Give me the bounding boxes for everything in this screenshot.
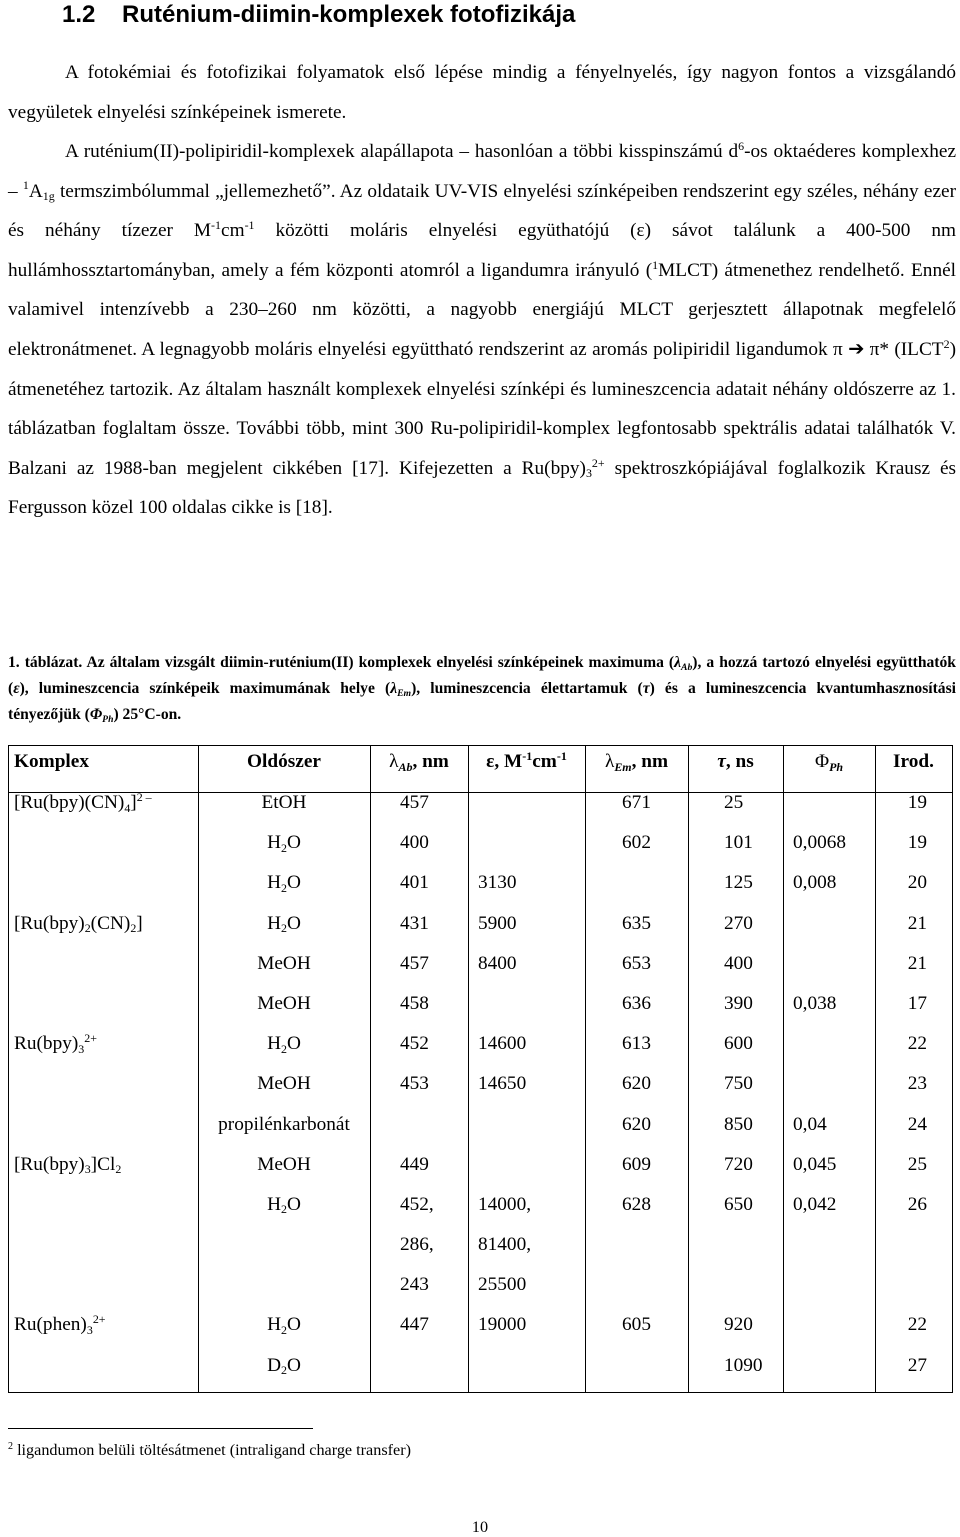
phi-cell [783,1234,875,1274]
header-lambda-em: $\lambda_{Em}$, nm [604,751,669,774]
phi-cell [783,913,875,953]
solvent-cell: $D_2O$ [267,1354,301,1378]
epsilon-cell [468,1114,585,1154]
tau-cell: 25 [724,792,744,813]
solvent-cell: $H_2O$ [267,832,301,855]
ref-cell: 21 [907,952,927,974]
table-row [8,792,952,832]
table-header-row [8,751,952,792]
ref-cell: 23 [907,1073,927,1095]
lambda-ab-cell: 286, [400,1234,434,1256]
table-row [8,913,952,953]
tau-cell: 720 [724,1153,753,1175]
ref-cell: 22 [907,1033,927,1055]
tau-cell: 125 [724,872,753,894]
lambda-ab-cell: 449 [400,1153,429,1175]
solvent-cell [198,1274,370,1314]
complex-name: $Ru(phen)_3^{2+}$ [14,1312,106,1338]
table-caption-label: 1. táblázat. [8,654,83,671]
lambda-ab-cell [370,1355,468,1395]
table-row [8,1114,952,1154]
complex-name: $[Ru(bpy)(CN)_4]^{2 -}$ [14,789,152,815]
header-tau: τ, ns [717,751,754,772]
table-border-right [952,745,953,1393]
tau-cell: 400 [724,952,753,974]
ref-cell: 24 [907,1113,927,1135]
lambda-em-cell [585,1274,688,1314]
table-row [8,832,952,872]
ref-cell [875,1274,952,1314]
lambda-ab-cell: 452 [400,1033,429,1055]
table-row [8,872,952,912]
lambda-ab-cell: 458 [400,992,429,1014]
solvent-cell [198,1234,370,1274]
solvent-cell: EtOH [261,792,307,813]
complex-name: $Ru(bpy)_3^{2+}$ [14,1030,97,1056]
header-oldoszer: Oldószer [247,751,321,772]
ref-cell: 22 [907,1314,927,1336]
lambda-em-cell: 613 [622,1033,651,1055]
lambda-em-cell: 620 [622,1073,651,1095]
intro-paragraph: A fotokémiai és fotofizikai folyamatok első lépése mindig a fényelnyelés, így nagyon fontos a vizsgálandó vegyületek elnyelési színképeinek ismerete. [8,62,956,123]
lambda-ab-cell: 400 [400,832,429,854]
solvent-cell: $H_2O$ [267,1033,301,1056]
phi-cell [783,1314,875,1354]
phi-cell [783,953,875,993]
lambda-em-cell [585,1234,688,1274]
solvent-cell: $H_2O$ [267,872,301,895]
tau-cell: 920 [724,1314,753,1336]
header-lambda-ab: $\lambda_{Ab}$, nm [389,751,449,774]
table-row [8,953,952,993]
ref-cell: 19 [907,832,927,854]
lambda-em-cell: 620 [622,1113,651,1135]
header-phi: $\Phi_{Ph}$ [814,751,844,774]
lambda-em-cell: 671 [622,792,651,813]
table-row [8,1154,952,1194]
lambda-ab-cell: 453 [400,1073,429,1095]
epsilon-cell [468,832,585,872]
table-row [8,1314,952,1354]
header-komplex: Komplex [14,751,89,772]
complex-name [8,993,198,1033]
ref-cell: 20 [907,872,927,894]
section-heading [62,1,575,29]
solvent-cell: $H_2O$ [267,1193,301,1217]
lambda-ab-cell: 401 [400,872,429,894]
data-table [8,748,952,1395]
ref-cell: 17 [907,992,927,1014]
epsilon-cell: 81400, [478,1234,532,1256]
ref-cell [875,1234,952,1274]
phi-cell [783,1274,875,1314]
section-title: Ruténium-diimin-komplexek fotofizikája [122,1,576,28]
section-number: 1.2 [62,1,96,28]
complex-name: $[Ru(bpy)_3]Cl_2$ [14,1153,122,1177]
complex-name [8,1073,198,1113]
footnote: $^2$ ligandumon belüli töltésátmenet (intraligand charge transfer) [8,1440,411,1459]
lambda-em-cell: 653 [622,952,651,974]
ref-cell: 21 [907,912,927,934]
footnote-mark: 2 [8,1440,14,1452]
tau-cell: 270 [724,912,753,934]
lambda-ab-cell: 457 [400,792,429,813]
body-paragraph: A ruténium(II)-polipiridil-komplexek alapállapota – hasonlóan a többi kisspinszámú $d^6-os$ oktaéderes komplexhez – $^1A_{1g}$ termszimbólummal „jellemezhető”. Az oldataik UV-VIS elnyelési színképeiben rendszerint egy széles, néhány ezer és néhány tízezer $M^{-1}cm^{-1}$ közötti moláris elnyelési együthatójú (ε) sávot találunk a 400-500 nm hullámhossztartományban, amely a fém központi atomról a ligandumra irányuló ($^1$MLCT) átmenethez rendelhető. Ennél valamivel intenzívebb a 230–260 nm közötti, a nagyobb energiájú MLCT gerjesztett állapotnak megfelelő elektronátmenet. A legnagyobb moláris elnyelési együttható rendszerint az aromás polipiridil ligandumok π ➔ π* (ILCT$^2$) átmenetéhez tartozik. Az általam használt komplexek elnyelési színképi és lumineszcencia adatait néhány oldószerre az 1. táblázatban foglaltam össze. További több, mint 300 Ru-polipiridil-komplex legfontosabb spektrális adatai találhatók V. Balzani az 1988-ban megjelent cikkében [17]. Kifejezetten a $Ru(bpy)_3^{2+}$ spektroszkópiájával foglalkozik Krausz és Fergusson közel 100 oldalas cikke is [18]. [8,138,957,519]
table-row [8,1033,952,1073]
lambda-em-cell: 636 [622,992,651,1014]
solvent-cell: MeOH [257,992,311,1014]
epsilon-cell: 3130 [478,872,517,894]
complex-name [8,872,198,912]
lambda-ab-cell: 457 [400,952,429,974]
lambda-ab-cell [370,1114,468,1154]
lambda-ab-cell: 452, [400,1193,434,1215]
tau-cell [688,1274,783,1314]
phi-cell [783,1033,875,1073]
lambda-em-cell: 635 [622,912,651,934]
complex-name [8,1274,198,1314]
complex-name [8,1194,198,1234]
complex-name [8,1355,198,1395]
lambda-ab-cell: 447 [400,1314,429,1336]
epsilon-cell: 14650 [478,1073,527,1095]
lambda-em-cell: 609 [622,1153,651,1175]
tau-cell: 390 [724,992,753,1014]
lambda-em-cell [585,1355,688,1395]
tau-cell: 650 [724,1193,753,1215]
epsilon-cell [468,1355,585,1395]
solvent-cell: propilénkarbonát [218,1113,350,1135]
epsilon-cell: 25500 [478,1274,527,1296]
table-row [8,1355,952,1395]
complex-name [8,832,198,872]
table-row [8,1073,952,1113]
solvent-cell: $H_2O$ [267,912,301,936]
epsilon-cell [468,993,585,1033]
ref-cell: 26 [907,1193,927,1215]
ref-cell: 25 [907,1153,927,1175]
complex-name: $[Ru(bpy)_2(CN)_2]$ [14,912,143,936]
epsilon-cell: 14600 [478,1033,527,1055]
solvent-cell: MeOH [257,1153,311,1175]
epsilon-cell: 8400 [478,952,517,974]
ref-cell: 19 [907,792,927,813]
table-row [8,1274,952,1314]
table-row [8,993,952,1033]
table-row [8,1234,952,1274]
header-irod: Irod. [893,751,934,772]
epsilon-cell: 14000, [478,1193,532,1215]
epsilon-cell: 5900 [478,912,517,934]
table-caption: 1. táblázat. Az általam vizsgált diimin-ruténium(II) komplexek elnyelési színképeinek maximuma $(\lambda_{Ab})$, a hozzá tartozó elnyelési együtthatók (ε), lumineszcencia színképeik maximumának helye $(\lambda_{Em})$, lumineszcencia élettartamuk (τ) és a lumineszcencia kvantumhasznosítási tényezőjük $(\Phi_{Ph})$ 25°C-on. [8,654,956,725]
tau-cell: 600 [724,1033,753,1055]
lambda-em-cell: 605 [622,1314,651,1336]
solvent-cell: $H_2O$ [267,1314,301,1338]
complex-name [8,1114,198,1154]
phi-cell: 0,038 [793,992,837,1014]
lambda-em-cell [585,872,688,912]
phi-cell: 0,008 [793,872,837,894]
lambda-em-cell: 628 [622,1193,651,1215]
header-epsilon: ε, $M^{-1}cm^{-1}$ [486,748,567,772]
phi-cell: 0,04 [793,1113,827,1135]
epsilon-cell [468,1154,585,1194]
phi-cell: 0,042 [793,1193,837,1215]
lambda-em-cell: 602 [622,832,651,854]
solvent-cell: MeOH [257,952,311,974]
complex-name [8,1234,198,1274]
phi-cell [783,792,875,832]
tau-cell: 1090 [724,1354,763,1376]
phi-cell: 0,045 [793,1153,837,1175]
table-row [8,1194,952,1234]
phi-cell [783,1073,875,1113]
complex-name [8,953,198,993]
solvent-cell: MeOH [257,1073,311,1095]
table-top-rule [8,745,952,746]
tau-cell: 101 [724,832,753,854]
lambda-ab-cell: 243 [400,1274,429,1296]
lambda-ab-cell: 431 [400,912,429,934]
tau-cell: 750 [724,1073,753,1095]
tau-cell: 850 [724,1113,753,1135]
footnote-separator [8,1428,313,1429]
page-number: 10 [471,1518,489,1536]
phi-cell [783,1355,875,1395]
tau-cell [688,1234,783,1274]
epsilon-cell [468,792,585,832]
phi-cell: 0,0068 [793,832,847,854]
epsilon-cell: 19000 [478,1314,527,1336]
ref-cell: 27 [907,1354,927,1376]
